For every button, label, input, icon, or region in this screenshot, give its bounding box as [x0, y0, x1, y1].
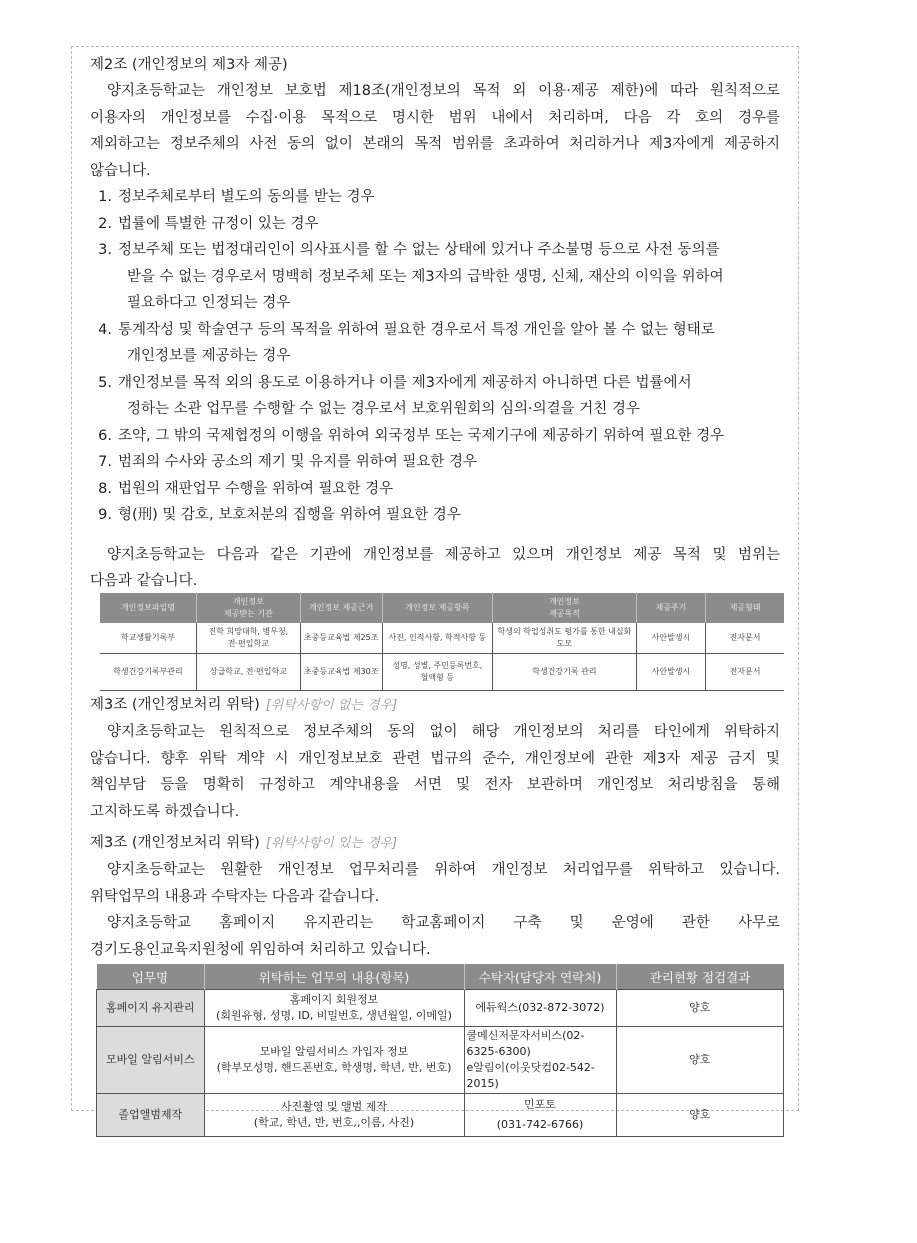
list-item: [90, 449, 780, 476]
item-text: 받을 수 없는 경우로서 명백히 정보주체 또는 제3자의 급박한 생명, 신체, 재산의 이익을 위하여: [127, 268, 724, 285]
list-item: [90, 502, 780, 529]
article-2-para-line: 않습니다.: [90, 162, 151, 179]
table-cell: 졸업앨범제작: [97, 1094, 205, 1137]
column-header: 개인정보파일명: [100, 593, 196, 623]
provision-table: [100, 593, 784, 691]
table-cell: 학생건강기록부관리: [100, 654, 196, 691]
item-text: 범죄의 수사와 공소의 제기 및 유지를 위하여 필요한 경우: [118, 454, 478, 470]
table-row: [97, 990, 784, 1027]
table-cell: 양호: [616, 1094, 784, 1137]
table-row: [100, 654, 784, 691]
table-row: [100, 623, 784, 654]
article-3-para-line: 양지초등학교는 원칙적으로 정보주체의 동의 없이 해당 개인정보의 처리를 타인에게 위탁하지: [107, 724, 780, 740]
heading-text: 제3조 (개인정보처리 위탁): [90, 697, 260, 713]
item-number: 6.: [98, 427, 112, 444]
article-2-para-line: 양지초등학교는 개인정보 보호법 제18조(개인정보의 목적 외 이용·제공 제한)에 따라 원칙적으로: [107, 83, 780, 99]
column-header: 업무명: [97, 964, 205, 990]
article-2-para2-line: 양지초등학교는 다음과 같은 기관에 개인정보를 제공하고 있으며 개인정보 제공 목적 및 범위는: [107, 546, 780, 563]
table-cell: 쿨메신저문자서비스(02-6325-6300) e알림이(이웃닷컴02-542-2015): [464, 1027, 616, 1094]
article-3-para-line: 고지하도록 하겠습니다.: [90, 803, 240, 820]
column-header: 개인정보 제공받는 기관: [196, 593, 300, 623]
table-cell: 성명, 성별, 주민등록번호, 혈액형 등: [382, 654, 492, 691]
table-cell: 학생의 학업성취도 평가를 통한 내실화 도모: [493, 623, 637, 654]
table-cell: 민포토 (031-742-6766): [464, 1094, 616, 1137]
item-number: 7.: [98, 454, 112, 470]
article-3b-para-line: 위탁업무의 내용과 수탁자는 다음과 같습니다.: [90, 888, 380, 905]
table-cell: 모바일 알림서비스 가입자 정보 (학부모성명, 핸드폰번호, 학생명, 학년, 반, 번호): [204, 1027, 464, 1094]
list-item: [90, 237, 780, 317]
item-number: 9.: [98, 507, 112, 523]
table-cell: 모바일 알림서비스: [97, 1027, 205, 1094]
column-header: 제공형태: [706, 593, 784, 623]
table-cell: 상급학교, 전·편입학교: [196, 654, 300, 691]
table-cell: 양호: [616, 990, 784, 1027]
list-item: [90, 423, 780, 450]
item-text: 법률에 특별한 규정이 있는 경우: [118, 215, 319, 232]
table-row: [97, 1094, 784, 1137]
column-header: 관리현황 점검결과: [616, 964, 784, 990]
list-item: [90, 317, 780, 370]
item-number: 2.: [98, 215, 112, 232]
table-cell: 홈페이지 회원정보 (회원유형, 성명, ID, 비밀번호, 생년월일, 이메일): [204, 990, 464, 1027]
table-cell: 학생건강기록 관리: [493, 654, 637, 691]
list-item: [90, 184, 780, 211]
item-number: 1.: [98, 189, 112, 205]
table-cell: 전자문서: [706, 623, 784, 654]
table-cell: 초중등교육법 제30조: [300, 654, 382, 691]
article-3-para-line: 않습니다. 향후 위탁 계약 시 개인정보보호 관련 법규의 준수, 개인정보에 관한 제3자 제공 금지 및: [90, 750, 780, 767]
list-item: [90, 476, 780, 503]
table-cell: 진학 희망대학, 병무청, 전·편입학교: [196, 623, 300, 654]
table-cell: 양호: [616, 1027, 784, 1094]
table-cell: 사안발생시: [636, 654, 705, 691]
item-text: 필요하다고 인정되는 경우: [127, 295, 291, 311]
column-header: 수탁자(담당자 연락처): [464, 964, 616, 990]
delegation-table: [96, 964, 784, 1137]
item-text: 형(刑) 및 감호, 보호처분의 집행을 위하여 필요한 경우: [118, 507, 461, 523]
article-2-heading: 제2조 (개인정보의 제3자 제공): [90, 57, 288, 73]
table-cell: 사진, 인적사항, 학적사항 등: [382, 623, 492, 654]
article-3b-para-line: 양지초등학교는 원활한 개인정보 업무처리를 위하여 개인정보 처리업무를 위탁하고 있습니다.: [107, 862, 780, 878]
article-3-with-delegation: [90, 830, 780, 963]
item-number: 4.: [98, 321, 112, 338]
table-cell: 사안발생시: [636, 623, 705, 654]
table-cell: 초중등교육법 제25조: [300, 623, 382, 654]
article-3-no-delegation: [90, 692, 780, 825]
list-item: [90, 211, 780, 238]
column-header: 개인정보 제공목적: [493, 593, 637, 623]
item-text: 조약, 그 밖의 국제협정의 이행을 위하여 외국정부 또는 국제기구에 제공하기 위하여 필요한 경우: [118, 427, 725, 444]
article-2-para-line: 제외하고는 정보주체의 사전 동의 없이 본래의 목적 범위를 초과하여 처리하거나 제3자에게 제공하지: [90, 136, 780, 152]
item-text: 정보주체로부터 별도의 동의를 받는 경우: [118, 189, 375, 205]
column-header: 개인정보 제공근거: [300, 593, 382, 623]
table-cell: 에듀웍스(032-872-3072): [464, 990, 616, 1027]
article-2: [90, 52, 780, 595]
article-3b-para-line: 양지초등학교 홈페이지 유지관리는 학교홈페이지 구축 및 운영에 관한 사무로: [107, 915, 780, 931]
item-text: 법원의 재판업무 수행을 위하여 필요한 경우: [118, 480, 394, 497]
table-cell: 홈페이지 유지관리: [97, 990, 205, 1027]
article-2-para-line: 이용자의 개인정보를 수집·이용 목적으로 명시한 범위 내에서 처리하며, 다음 각 호의 경우를: [90, 109, 780, 126]
column-header: 개인정보 제공항목: [382, 593, 492, 623]
table-cell: 사진촬영 및 앨범 제작 (학교, 학년, 반, 번호,,이름, 사진): [204, 1094, 464, 1137]
table-cell: 학교생활기록부: [100, 623, 196, 654]
exception-list: [90, 184, 780, 529]
item-text: 개인정보를 제공하는 경우: [127, 348, 291, 364]
article-3-para-line: 책임부담 등을 명확히 규정하고 계약내용을 서면 및 전자 보관하며 개인정보 처리방침을 통해: [90, 777, 780, 793]
table-row: [97, 1027, 784, 1094]
list-item: [90, 370, 780, 423]
item-text: 정하는 소관 업무를 수행할 수 없는 경우로서 보호위원회의 심의·의결을 거친 경우: [127, 401, 640, 417]
article-3b-heading: [90, 830, 780, 857]
heading-text: 제3조 (개인정보처리 위탁): [90, 835, 260, 851]
item-number: 3.: [98, 242, 112, 258]
item-text: 통계작성 및 학술연구 등의 목적을 위하여 필요한 경우로서 특정 개인을 알아 볼 수 없는 형태로: [118, 321, 715, 338]
item-text: 개인정보를 목적 외의 용도로 이용하거나 이를 제3자에게 제공하지 아니하면 다른 법률에서: [118, 374, 692, 391]
article-3b-para-line: 경기도용인교육지원청에 위임하여 처리하고 있습니다.: [90, 941, 431, 958]
heading-note: [위탁사항이 없는 경우]: [265, 698, 398, 713]
item-number: 8.: [98, 480, 112, 497]
column-header: 위탁하는 업무의 내용(항목): [204, 964, 464, 990]
heading-note: [위탁사항이 있는 경우]: [265, 836, 398, 851]
item-text: 정보주체 또는 법정대리인이 의사표시를 할 수 없는 상태에 있거나 주소불명 등으로 사전 동의를: [118, 242, 720, 258]
table-cell: 전자문서: [706, 654, 784, 691]
column-header: 제공주기: [636, 593, 705, 623]
article-2-para2-line: 다음과 같습니다.: [90, 573, 198, 589]
item-number: 5.: [98, 374, 112, 391]
article-3-heading: [90, 692, 780, 719]
